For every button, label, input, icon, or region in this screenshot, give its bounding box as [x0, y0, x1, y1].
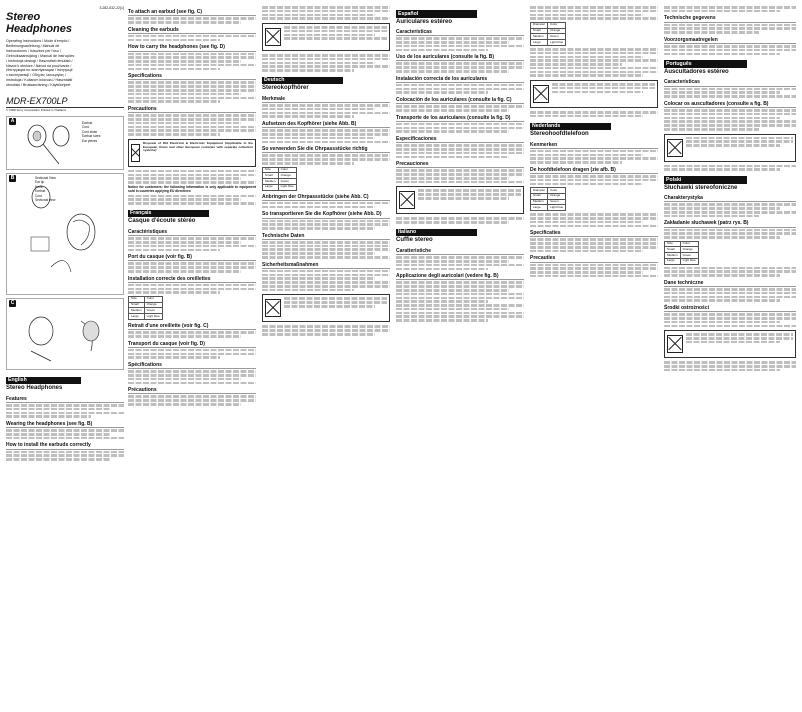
deutsch-install: So verwenden Sie die Ohrpassstücke richtig	[262, 146, 390, 153]
table-cell: Light blue	[548, 205, 566, 211]
section-espanol: Español	[396, 10, 477, 18]
francais-wearing: Port du casque (voir fig. B)	[128, 254, 256, 261]
title	[6, 12, 124, 35]
deutsch-precautions: Sicherheitsmaßnahmen	[262, 262, 390, 269]
earbud-illustration	[19, 118, 79, 168]
table-cell: Large	[531, 205, 548, 211]
legend-item: Earbud	[35, 189, 46, 194]
legend-item: Sectional view	[35, 198, 56, 203]
francais-product: Casque d'écoute stéréo	[128, 218, 196, 225]
deutsch-wearing: Aufsetzen des Kopfhörer (siehe Abb. B)	[262, 121, 390, 128]
table-cell: Large	[263, 184, 279, 190]
table-cell: Orange	[548, 28, 566, 34]
figure-c	[6, 298, 124, 370]
nederlands-precautions: Precauties	[530, 255, 658, 262]
english-precautions: Precautions	[128, 106, 256, 113]
espanol-features: Características	[396, 29, 524, 36]
deutsch-carry: So transportieren Sie die Kopfhörer (siehe Abb. D)	[262, 211, 390, 218]
column-5	[530, 6, 658, 279]
francais-features: Caractéristiques	[128, 229, 256, 236]
francais-carry: Transport du casque (voir fig. D)	[128, 341, 256, 348]
espanol-install: Instalación correcta de los auriculares	[396, 76, 524, 83]
deutsch-size-table	[262, 167, 297, 191]
language-line: Bedienungsanleitung / Manual de	[6, 44, 60, 49]
nederlands-features: Kenmerken	[530, 142, 658, 149]
legend-item: Cord	[35, 193, 42, 198]
english-attach: To attach an earbud (see fig. C)	[128, 9, 256, 16]
polski-specs: Dane techniczne	[664, 280, 796, 287]
italiano-disposal-box	[530, 80, 658, 108]
language-line: Operating Instructions / Mode d'emploi /	[6, 39, 70, 44]
table-cell: Small	[129, 302, 145, 308]
english-carry: How to carry the headphones (see fig. D)	[128, 44, 256, 51]
figure-a	[6, 116, 124, 170]
section-francais: Français	[128, 210, 209, 218]
portugues-disposal-box	[664, 134, 796, 162]
deutsch-features: Merkmale	[262, 96, 390, 103]
table-cell: Medium	[531, 34, 548, 40]
language-line: instrucciones / Istruzioni per l'uso /	[6, 49, 61, 54]
section-english: English	[6, 377, 81, 385]
crossed-bin-icon	[265, 299, 281, 317]
column-3	[262, 6, 390, 337]
legend-item: Sectional View	[35, 175, 56, 180]
italiano-product: Cuffie stereo	[396, 237, 433, 244]
deutsch-disposal-box	[262, 294, 390, 322]
table-cell: Diameter	[531, 188, 548, 194]
francais-attach: Retrait d'une oreillette (voir fig. C)	[128, 323, 256, 330]
deutsch-specs: Technische Daten	[262, 233, 390, 240]
polski-wearing: Zakładanie słuchawek (patrz rys. B)	[664, 220, 796, 227]
attach-illustration	[11, 301, 121, 367]
language-line: Gebruiksaanwijzing / Manual de instruções	[6, 53, 75, 58]
polski-features: Charakterystyka	[664, 195, 796, 202]
table-cell: Medium	[665, 253, 681, 259]
table-cell: Orange	[548, 193, 566, 199]
italiano-features: Caratteristiche	[396, 248, 524, 255]
table-cell: Green	[680, 253, 698, 259]
italiano-size-table	[530, 22, 566, 46]
table-cell: Green	[278, 179, 296, 185]
title-line-2: Headphones	[6, 22, 73, 35]
table-cell: Color	[680, 241, 698, 247]
polski-precautions: Środki ostrożności	[664, 305, 796, 312]
deutsch-product: Stereokopfhörer	[262, 85, 309, 92]
column-2	[128, 6, 256, 407]
francais-disposal-box	[262, 23, 390, 51]
nederlands-specs: Specificaties	[530, 230, 658, 237]
crossed-bin-icon	[667, 335, 683, 353]
table-cell: Diameter	[531, 22, 548, 28]
francais-specs: Spécifications	[128, 362, 256, 369]
crossed-bin-icon	[265, 28, 281, 46]
table-cell: Medium	[531, 199, 548, 205]
language-line: Návod k obsluze / Návod na používanie /	[6, 63, 72, 68]
polski-size-table	[664, 241, 699, 265]
crossed-bin-icon	[399, 191, 415, 209]
nederlands-specs-2: Technische gegevens	[664, 15, 796, 22]
francais-install: Installation correcte des oreillettes	[128, 276, 256, 283]
espanol-disposal-box	[396, 186, 524, 214]
nederlands-wearing: De hoofdtelefoon dragen (zie afb. B)	[530, 167, 658, 174]
polski-product: Słuchawki stereofoniczne	[664, 184, 738, 191]
legend-item: Hook	[35, 184, 43, 189]
legend-item: Earbud sizes	[82, 134, 101, 139]
table-cell: Green	[548, 34, 566, 40]
table-cell: Large	[531, 40, 548, 46]
column-6	[664, 6, 796, 373]
language-line: з експлуатації / Οδηγίες λειτουργίας /	[6, 73, 66, 78]
legend-item: Earbud	[82, 120, 93, 125]
table-cell: Large	[129, 314, 145, 320]
portugues-features: Características	[664, 79, 796, 86]
espanol-attach: Colocación de los auriculares (consulte la fig. C)	[396, 97, 524, 104]
language-list	[6, 39, 124, 87]
language-line: útmutató / Bruksanvisning / Käyttöohjeet	[6, 82, 71, 87]
english-disposal: Disposal of Old Electrical & Electronic Equipment (Applicable in the European Union and other European countries with separate collection systems)	[143, 140, 253, 153]
table-cell: Color	[278, 167, 296, 173]
english-notice: Notice for customers: the following information is only applicable to equipment sold in countries applying EU directives	[128, 184, 256, 193]
english-product: Stereo Headphones	[6, 385, 63, 392]
figure-c-label: C	[10, 299, 15, 306]
table-cell: Light blue	[144, 314, 162, 320]
table-cell: Small	[665, 247, 681, 253]
section-deutsch: Deutsch	[262, 77, 343, 85]
model-number: MDR-EX700LP	[6, 95, 68, 106]
table-cell: Medium	[129, 308, 145, 314]
figure-a-label: A	[10, 117, 15, 124]
english-disposal-box	[128, 139, 256, 167]
table-cell: Color	[144, 296, 162, 302]
italiano-wearing: Applicazione degli auricolari (vedere fig. B)	[396, 273, 524, 280]
espanol-wearing: Uso de los auriculares (consulte la fig. B)	[396, 54, 524, 61]
francais-size-table	[128, 296, 163, 320]
table-cell: Size	[263, 167, 279, 173]
table-cell: Green	[144, 308, 162, 314]
polski-disposal-box	[664, 330, 796, 358]
espanol-carry: Transporte de los auriculares (consulte la fig. D)	[396, 115, 524, 122]
table-cell: Size	[665, 241, 681, 247]
table-cell: Light blue	[680, 258, 698, 264]
table-cell: Color	[548, 188, 566, 194]
crossed-bin-icon	[667, 139, 683, 157]
nederlands-precautions-2: Voorzorgsmaatregelen	[664, 37, 796, 44]
legend-item: Cord slider	[82, 129, 98, 134]
table-cell: Large	[665, 258, 681, 264]
column-cover	[6, 6, 124, 462]
table-cell: Small	[263, 173, 279, 179]
legend-item: Cord	[82, 125, 89, 130]
column-4	[396, 6, 524, 323]
figure-a-legend	[82, 121, 100, 143]
language-line: Instrukcja / Kullanım kılavuzu / Használati	[6, 78, 73, 83]
crossed-bin-icon	[131, 144, 140, 162]
table-cell: Light blue	[548, 40, 566, 46]
english-features: Features	[6, 396, 124, 403]
table-cell: Orange	[680, 247, 698, 253]
english-install: How to install the earbuds correctly	[6, 442, 124, 449]
section-portugues: Português	[664, 60, 747, 68]
section-nederlands: Nederlands	[530, 123, 611, 131]
crossed-bin-icon	[533, 85, 549, 103]
table-cell: Orange	[278, 173, 296, 179]
legend-item: Ear tip	[35, 180, 45, 185]
table-cell: Green	[548, 199, 566, 205]
espanol-precautions: Precauciones	[396, 161, 524, 168]
section-italiano: Italiano	[396, 229, 477, 237]
table-cell: Small	[531, 193, 548, 199]
table-cell: Light blue	[278, 184, 296, 190]
language-line: Инструкция по эксплуатации / Інструкції	[6, 68, 73, 73]
english-wearing: Wearing the headphones (see fig. B)	[6, 421, 124, 428]
table-cell: Size	[129, 296, 145, 302]
copyright: © 2008 Sony Corporation Printed in Thailand	[6, 107, 124, 113]
deutsch-attach: Anbringen der Ohrpassstücke (siehe Abb. C)	[262, 194, 390, 201]
portugues-wearing: Colocar os auscultadores (consulte a fig. B)	[664, 101, 796, 108]
figure-b-legend	[35, 176, 56, 203]
title-line-1: Stereo	[6, 11, 41, 24]
espanol-specs: Especificaciones	[396, 136, 524, 143]
english-specs: Specifications	[128, 73, 256, 80]
english-cleaning: Cleaning the earbuds	[128, 27, 256, 34]
language-line: / Instrukcja obsługi / Használati útmutató /	[6, 58, 73, 63]
francais-precautions: Précautions	[128, 387, 256, 394]
nederlands-product: Stereohoofdtelefoon	[530, 131, 589, 138]
table-cell: Orange	[144, 302, 162, 308]
wearing-illustration	[10, 174, 121, 292]
nederlands-size-table	[530, 187, 566, 211]
section-polski: Polski	[664, 176, 747, 184]
table-cell: Medium	[263, 179, 279, 185]
figure-b	[6, 173, 124, 295]
figure-b-label: B	[10, 174, 15, 181]
portugues-product: Auscultadores estéreo	[664, 68, 729, 75]
table-cell: Small	[531, 28, 548, 34]
espanol-product: Auriculares estéreo	[396, 18, 453, 25]
table-cell: Color	[548, 22, 566, 28]
document-code: 3-282-532-22(1)	[99, 6, 124, 10]
legend-item: Ear pieces	[82, 138, 98, 143]
